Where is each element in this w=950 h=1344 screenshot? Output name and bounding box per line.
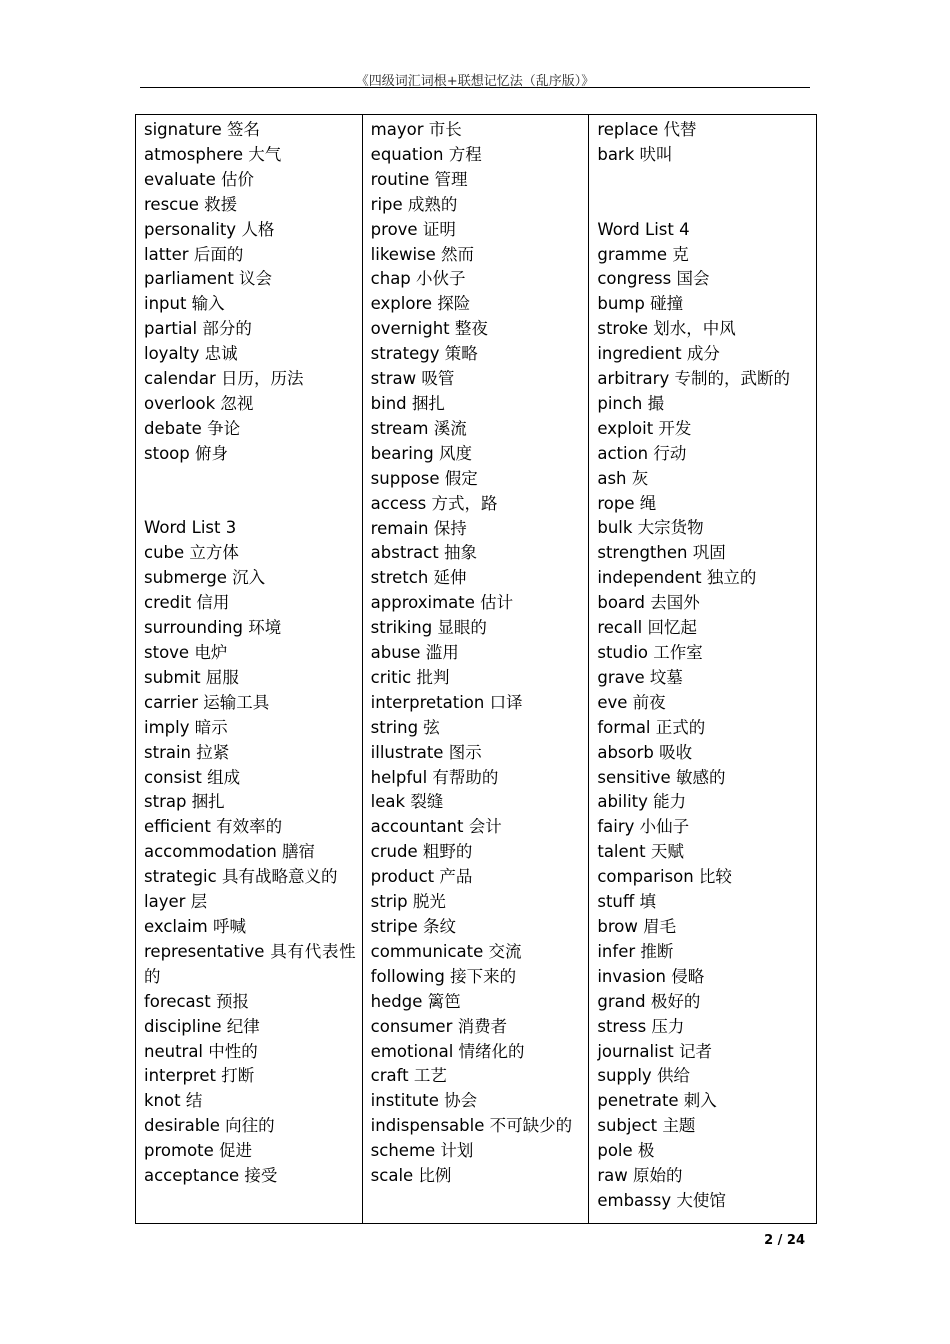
vocab-entry: congress 国会 [597, 269, 710, 289]
vocab-entry: partial 部分的 [144, 319, 252, 339]
vocab-entry: submerge 沉入 [144, 568, 266, 588]
vocab-entry: indispensable 不可缺少的 [370, 1116, 573, 1136]
vocab-entry: ability 能力 [597, 792, 687, 812]
vocab-entry: signature 签名 [144, 120, 260, 139]
vocab-entry: prove 证明 [370, 219, 456, 239]
vocab-entry: craft 工艺 [370, 1066, 447, 1086]
vocab-entry: submit 屈服 [144, 667, 239, 687]
vocab-entry: strengthen 巩固 [597, 543, 726, 563]
blank-line [597, 193, 810, 218]
vocab-entry: strain 拉紧 [144, 742, 230, 762]
vocabulary-column-3 [589, 115, 816, 1223]
vocab-entry: routine 管理 [370, 169, 468, 189]
vocab-entry: explore 探险 [370, 294, 471, 314]
vocab-entry: embassy 大使馆 [597, 1190, 726, 1210]
vocab-entry: access 方式，路 [370, 493, 498, 513]
vocab-entry: stripe 条纹 [370, 917, 456, 936]
vocabulary-table [135, 114, 817, 1224]
vocab-entry: neutral 中性的 [144, 1041, 258, 1061]
vocab-entry: subject 主题 [597, 1116, 696, 1136]
vocab-entry: representative 具有代表性的 [144, 941, 356, 986]
vocab-entry: hedge 篱笆 [370, 991, 461, 1011]
vocab-entry: penetrate 刺入 [597, 1091, 717, 1111]
header-rule [140, 87, 810, 88]
vocab-entry: surrounding 环境 [144, 618, 282, 638]
vocab-entry: bump 碰撞 [597, 294, 684, 314]
vocab-entry: grave 坟墓 [597, 667, 683, 687]
vocab-entry: independent 独立的 [597, 568, 757, 588]
vocab-entry: abstract 抽象 [370, 543, 478, 563]
vocab-entry: stream 溪流 [370, 418, 467, 438]
vocab-entry: comparison 比较 [597, 867, 732, 887]
vocab-entry: abuse 滥用 [370, 643, 459, 663]
vocab-entry: replace 代替 [597, 120, 697, 139]
vocab-entry: desirable 向往的 [144, 1116, 275, 1136]
vocab-entry: arbitrary 专制的，武断的 [597, 369, 790, 389]
vocab-entry: strategy 策略 [370, 344, 478, 364]
vocab-entry: exclaim 呼喊 [144, 916, 247, 936]
vocab-entry: debate 争论 [144, 418, 241, 438]
vocab-entry: carrier 运输工具 [144, 692, 270, 712]
vocab-entry: consumer 消费者 [370, 1016, 508, 1036]
vocab-entry: invasion 侵略 [597, 966, 705, 986]
vocab-entry: communicate 交流 [370, 941, 522, 961]
vocab-entry: absorb 吸收 [597, 742, 693, 762]
vocab-entry: action 行动 [597, 443, 687, 463]
vocab-entry: string 弦 [370, 717, 440, 737]
vocab-entry: cube 立方体 [144, 543, 239, 563]
vocab-entry: formal 正式的 [597, 717, 706, 737]
vocab-entry: latter 后面的 [144, 244, 244, 264]
vocab-entry: chap 小伙子 [370, 269, 466, 289]
vocab-entry: accommodation 膳宿 [144, 842, 316, 862]
vocab-entry: helpful 有帮助的 [370, 767, 499, 787]
vocab-entry: ingredient 成分 [597, 344, 720, 364]
vocab-entry: personality 人格 [144, 219, 275, 239]
vocab-entry: layer 层 [144, 892, 208, 912]
vocab-entry: pole 极 [597, 1141, 655, 1161]
vocab-entry: eve 前夜 [597, 692, 666, 712]
vocab-entry: interpretation 口译 [370, 692, 523, 712]
vocab-entry: discipline 纪律 [144, 1016, 260, 1036]
vocab-entry: remain 保持 [370, 518, 467, 538]
vocab-entry: rescue 救援 [144, 194, 238, 214]
vocab-entry: striking 显眼的 [370, 618, 487, 638]
vocabulary-column-2 [363, 115, 590, 1223]
vocab-entry: stuff 填 [597, 892, 656, 912]
vocab-entry: illustrate 图示 [370, 742, 482, 762]
vocab-entry: fairy 小仙子 [597, 817, 690, 837]
vocab-entry: critic 批判 [370, 667, 450, 687]
vocab-entry: mayor 市长 [370, 120, 462, 139]
vocab-entry: pinch 撮 [597, 393, 665, 413]
vocab-entry: scale 比例 [370, 1166, 452, 1186]
vocab-entry: approximate 估计 [370, 593, 514, 613]
vocab-entry: knot 结 [144, 1091, 203, 1111]
vocab-entry: exploit 开发 [597, 418, 692, 438]
word-list-heading: Word List 4 [597, 219, 690, 239]
vocab-entry: board 去国外 [597, 593, 700, 613]
vocab-entry: loyalty 忠诚 [144, 344, 238, 364]
blank-line [144, 467, 356, 492]
vocabulary-column-1 [136, 115, 363, 1223]
vocab-entry: stoop 俯身 [144, 443, 228, 463]
vocab-entry: talent 天赋 [597, 842, 684, 862]
vocab-entry: recall 回忆起 [597, 618, 698, 638]
vocab-entry: accountant 会计 [370, 817, 502, 837]
vocab-entry: bearing 风度 [370, 443, 472, 463]
vocab-entry: consist 组成 [144, 767, 241, 787]
vocab-entry: leak 裂缝 [370, 792, 444, 812]
vocab-entry: forecast 预报 [144, 991, 249, 1011]
blank-line [597, 168, 810, 193]
vocab-entry: infer 推断 [597, 941, 674, 961]
vocab-entry: stress 压力 [597, 1016, 685, 1036]
vocab-entry: strategic 具有战略意义的 [144, 867, 338, 887]
vocab-entry: gramme 克 [597, 244, 689, 264]
vocab-entry: evaluate 估价 [144, 169, 255, 189]
vocab-entry: equation 方程 [370, 144, 482, 164]
vocab-entry: product 产品 [370, 867, 473, 887]
document-header-title: 《四级词汇词根+联想记忆法（乱序版）》 [355, 74, 595, 89]
vocab-entry: scheme 计划 [370, 1141, 474, 1161]
vocab-entry: promote 促进 [144, 1141, 253, 1161]
vocab-entry: studio 工作室 [597, 643, 703, 662]
vocab-entry: parliament 议会 [144, 269, 273, 289]
vocab-entry: rope 绳 [597, 493, 657, 513]
page-number: 2 / 24 [764, 1233, 805, 1248]
vocab-entry: atmosphere 大气 [144, 144, 282, 164]
vocab-entry: interpret 打断 [144, 1066, 255, 1086]
vocab-entry: bark 吠叫 [597, 144, 673, 164]
vocab-entry: ripe 成熟的 [370, 194, 458, 214]
vocab-entry: imply 暗示 [144, 717, 228, 737]
vocab-entry: sensitive 敏感的 [597, 767, 726, 787]
vocab-entry: raw 原始的 [597, 1166, 683, 1186]
vocab-entry: straw 吸管 [370, 369, 455, 389]
vocab-entry: emotional 情绪化的 [370, 1041, 525, 1061]
blank-line [144, 492, 356, 517]
vocab-entry: ash 灰 [597, 468, 649, 488]
vocab-entry: overnight 整夜 [370, 319, 488, 339]
vocab-entry: stretch 延伸 [370, 568, 467, 588]
vocab-entry: efficient 有效率的 [144, 817, 283, 837]
vocab-entry: supply 供给 [597, 1066, 690, 1086]
vocab-entry: following 接下来的 [370, 966, 517, 986]
vocab-entry: bulk 大宗货物 [597, 518, 704, 538]
vocab-entry: acceptance 接受 [144, 1166, 278, 1186]
vocab-entry: brow 眉毛 [597, 916, 677, 936]
vocab-entry: journalist 记者 [597, 1041, 713, 1061]
vocab-entry: calendar 日历，历法 [144, 369, 304, 389]
vocab-entry: suppose 假定 [370, 468, 478, 488]
vocab-entry: stroke 划水，中风 [597, 319, 736, 339]
vocab-entry: overlook 忽视 [144, 393, 254, 413]
vocab-entry: strip 脱光 [370, 892, 446, 912]
vocab-entry: likewise 然而 [370, 244, 475, 264]
vocab-entry: bind 捆扎 [370, 393, 445, 413]
vocab-entry: institute 协会 [370, 1091, 478, 1111]
vocab-entry: crude 粗野的 [370, 842, 473, 862]
vocab-entry: grand 极好的 [597, 991, 701, 1011]
vocab-entry: stove 电炉 [144, 643, 228, 662]
vocab-entry: strap 捆扎 [144, 792, 225, 812]
vocab-entry: input 输入 [144, 294, 225, 314]
vocab-entry: credit 信用 [144, 593, 230, 613]
word-list-heading: Word List 3 [144, 518, 237, 538]
